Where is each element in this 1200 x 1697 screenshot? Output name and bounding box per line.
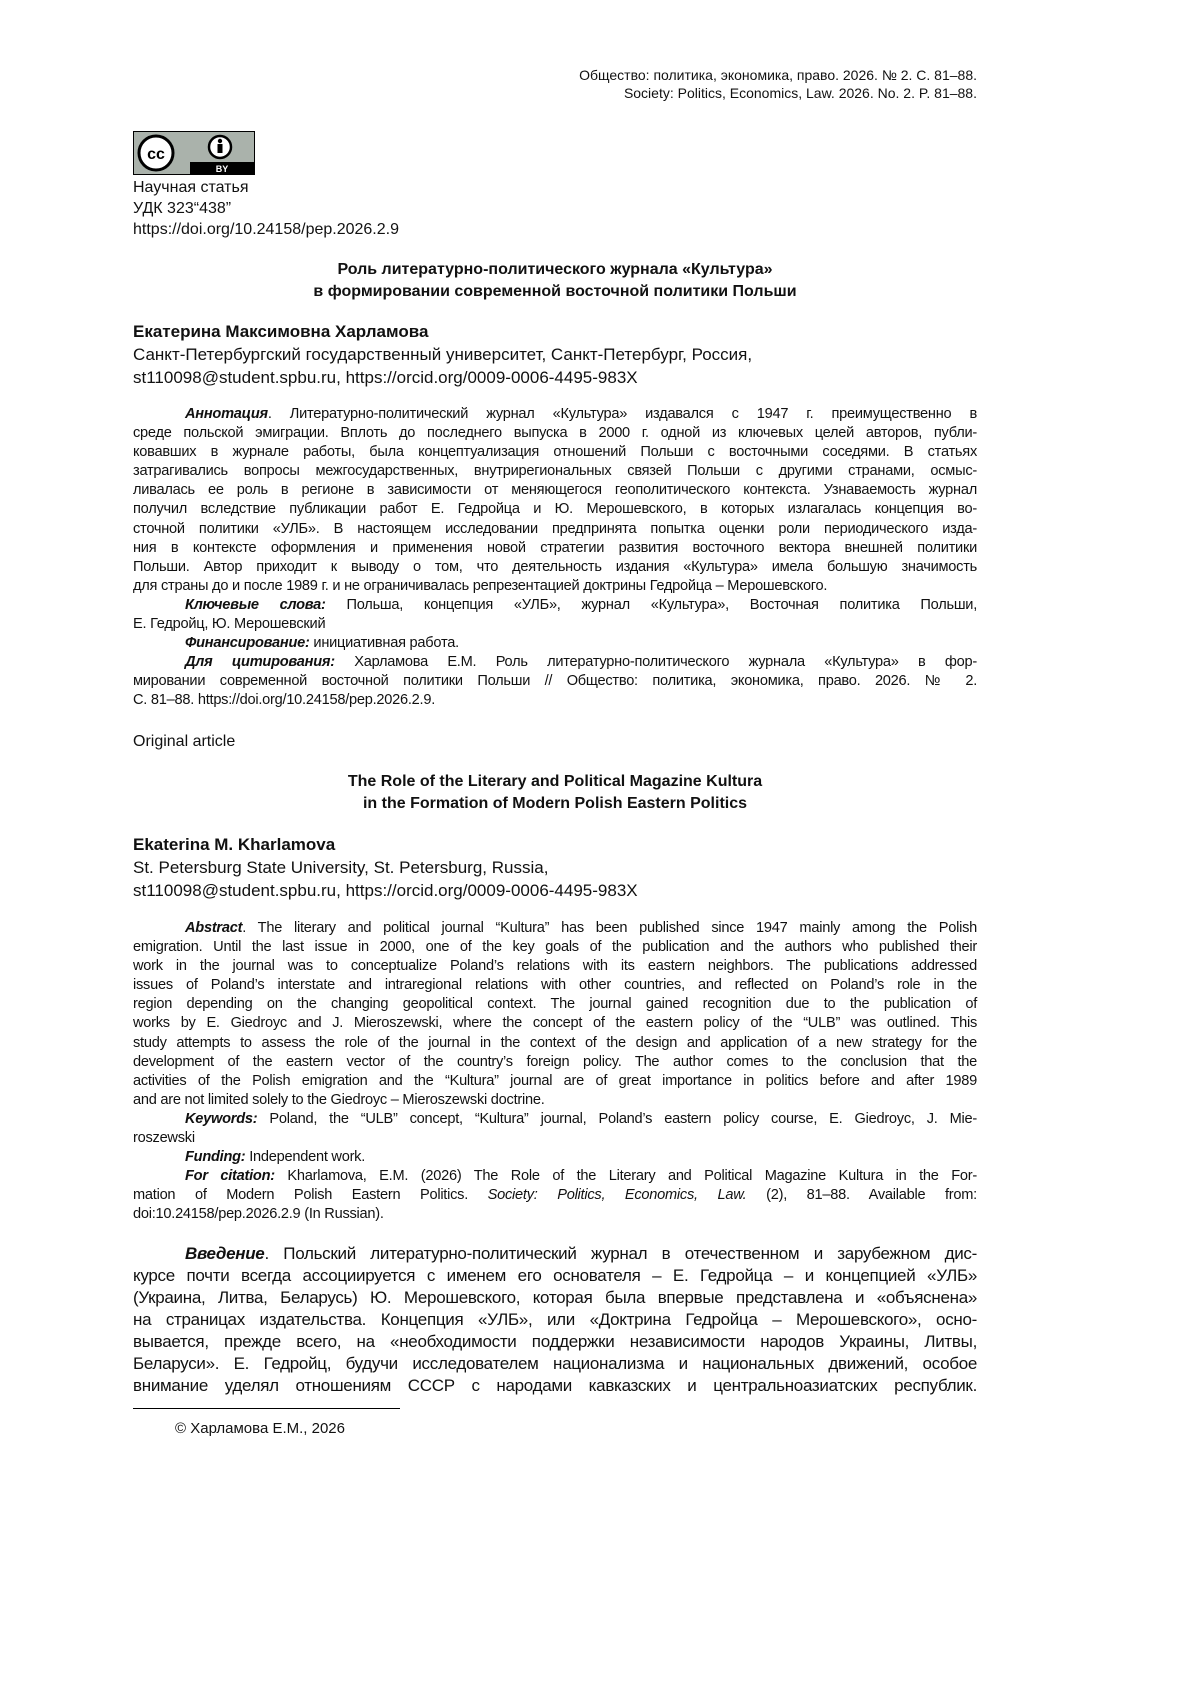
keywords-label: Keywords:	[185, 1110, 258, 1127]
abstract-line: development of the eastern vector of the country’s foreign policy. The author comes to the conclusion that the	[133, 1053, 977, 1070]
intro-line: вывается, прежде всего, на «необходимости поддержки независимости народов Украины, Литвы,	[133, 1332, 977, 1351]
abstract-line: work in the journal was to conceptualize Poland’s relations with its eastern neighbors. The publications addressed	[133, 958, 977, 975]
abstract-en	[133, 919, 977, 1225]
author-block-en	[133, 833, 977, 902]
title-ru-line: Роль литературно-политического журнала «Культура»	[337, 261, 773, 278]
author-affiliation: Санкт-Петербургский государственный университет, Санкт-Петербург, Россия,	[133, 345, 753, 364]
keywords-label: Ключевые слова:	[185, 596, 326, 613]
abstract-line: затрагивались вопросы межгосударственных, внутрирегиональных связей Польши с другими странами, осмыс-	[133, 463, 977, 480]
abstract-line: сточной политики «УЛБ». В настоящем исследовании предпринята попытка оценки роли периодического изда-	[133, 520, 977, 537]
citation: Харламова Е.М. Роль литературно-политического журнала «Культура» в фор-	[334, 654, 977, 671]
author-contacts: st110098@student.spbu.ru, https://orcid.org/0009-0006-4495-983X	[133, 881, 638, 900]
udk: УДК 323“438”	[133, 200, 232, 217]
funding: инициативная работа.	[309, 635, 459, 652]
abstract-line: для страны до и после 1989 г. и не ограничивалась репрезентацией доктрины Гедройца – Мерошевского.	[133, 577, 828, 594]
author-name: Екатерина Максимовна Харламова	[133, 322, 429, 341]
citation: Kharlamova, E.M. (2026) The Role of the Literary and Political Magazine Kultura in the For-	[274, 1168, 977, 1185]
abstract-line: Польши. Автор приходит к выводу о том, что деятельность издания «Культура» имела большую значимость	[133, 558, 977, 575]
abstract-line: ливалась ее роль в регионе в зависимости от меняющегося геополитического контекста. Узнаваемость журнал	[133, 482, 977, 499]
funding-label: Funding:	[185, 1149, 246, 1166]
title-ru	[133, 259, 977, 303]
citation-label: Для цитирования:	[185, 654, 335, 671]
journal-header	[579, 66, 977, 102]
svg-text:cc: cc	[147, 146, 165, 163]
intro-line: . Польский литературно-политический журнал в отечественном и зарубежном дис-	[264, 1244, 977, 1263]
author-block-ru	[133, 320, 977, 389]
footnote-divider	[133, 1408, 400, 1409]
intro-line: на страницах издательства. Концепция «УЛБ», или «Доктрина Гедройца – Мерошевского», осно-	[133, 1310, 977, 1329]
title-en-line: in the Formation of Modern Polish Eastern Politics	[362, 795, 748, 812]
citation: (2), 81–88. Available from:	[746, 1187, 977, 1204]
keywords: Е. Гедройц, Ю. Мерошевский	[133, 616, 326, 633]
citation-label: For citation:	[185, 1168, 275, 1185]
keywords: Poland, the “ULB” concept, “Kultura” journal, Poland’s eastern policy course, E. Giedroyc, J. Mie-	[257, 1110, 977, 1127]
citation-journal: Society: Politics, Economics, Law.	[487, 1187, 747, 1204]
author-name: Ekaterina M. Kharlamova	[133, 835, 336, 854]
citation: doi:10.24158/pep.2026.2.9 (In Russian).	[133, 1206, 384, 1223]
abstract-line: среде польской эмиграции. Вплоть до последнего выпуска в 2000 г. одной из ключевых целей авторов, публи-	[133, 425, 977, 442]
article-meta-ru	[133, 177, 977, 240]
journal-header-en: Society: Politics, Economics, Law. 2026. No. 2. P. 81–88.	[623, 85, 977, 101]
title-en-line: The Role of the Literary and Political Magazine Kultura	[347, 773, 763, 790]
abstract-line: emigration. Until the last issue in 2000, one of the key goals of the publication and the authors who published their	[133, 939, 977, 956]
abstract-line: and are not limited solely to the Giedroyc – Mieroszewski doctrine.	[133, 1091, 545, 1108]
abstract-line: ния в контексте оформления и применения новой стратегии развития восточного вектора внешней политики	[133, 539, 977, 556]
intro-label: Введение	[185, 1244, 265, 1263]
abstract-line: . Литературно-политический журнал «Культура» издавался с 1947 г. преимущественно в	[267, 406, 977, 422]
funding-label: Финансирование:	[185, 635, 310, 652]
abstract-label: Abstract	[185, 920, 243, 936]
abstract-ru	[133, 405, 977, 711]
abstract-line: region depending on the changing geopolitical context. The journal gained recognition due to the publication of	[133, 996, 977, 1013]
article-type: Научная статья	[133, 179, 249, 196]
abstract-label: Аннотация	[185, 406, 268, 422]
title-ru-line: в формировании современной восточной политики Польши	[313, 283, 797, 300]
abstract-line: issues of Poland’s interstate and intraregional relations with other countries, and reflected on Poland’s role in the	[133, 977, 977, 994]
intro-line: Беларуси». Е. Гедройц, будучи исследователем национализма и национальных движений, особое	[133, 1354, 977, 1373]
copyright-footnote: © Харламова Е.М., 2026	[175, 1420, 345, 1437]
abstract-line: study attempts to assess the role of the journal in the context of the design and application of a new strategy for the	[133, 1034, 977, 1051]
author-affiliation: St. Petersburg State University, St. Petersburg, Russia,	[133, 858, 549, 877]
keywords: Польша, концепция «УЛБ», журнал «Культура», Восточная политика Польши,	[325, 596, 977, 613]
cc-by-icon	[133, 131, 255, 175]
article-type-en: Original article	[133, 733, 236, 750]
funding: Independent work.	[245, 1149, 366, 1166]
journal-header-ru: Общество: политика, экономика, право. 2026. № 2. С. 81–88.	[579, 67, 977, 83]
abstract-line: works by E. Giedroyc and J. Mieroszewski, where the concept of the eastern policy of the “ULB” was outlined. This	[133, 1015, 977, 1032]
intro-line: внимание уделял отношениям СССР с народами кавказских и центральноазиатских республик.	[133, 1376, 977, 1395]
doi-link[interactable]: https://doi.org/10.24158/pep.2026.2.9	[133, 221, 399, 238]
abstract-line: ковавших в журнале работы, была концептуализация отношений Польши с восточными соседями. В статьях	[133, 444, 977, 461]
intro-line: (Украина, Литва, Беларусь) Ю. Мерошевского, которая была впервые представлена и «объяснена»	[133, 1288, 977, 1307]
introduction	[133, 1243, 977, 1397]
abstract-line: . The literary and political journal “Kultura” has been published since 1947 mainly among the Polish	[242, 920, 977, 936]
abstract-line: activities of the Polish emigration and the “Kultura” journal are of great importance in politics before and after 1989	[133, 1072, 977, 1089]
title-en	[133, 771, 977, 815]
author-contacts: st110098@student.spbu.ru, https://orcid.org/0009-0006-4495-983X	[133, 368, 638, 387]
citation: mation of Modern Polish Eastern Politics.	[133, 1187, 488, 1204]
citation: мировании современной восточной политики Польши // Общество: политика, экономика, право. 2026. № 2.	[133, 673, 977, 690]
intro-line: курсе почти всегда ассоциируется с именем его основателя – Е. Гедройца – и концепцией «УЛБ»	[133, 1266, 977, 1285]
abstract-line: получил вследствие публикации работ Е. Гедройца и Ю. Мерошевского, в которых излагалась концепция во-	[133, 501, 977, 518]
keywords: roszewski	[133, 1130, 195, 1147]
citation: С. 81–88. https://doi.org/10.24158/pep.2026.2.9.	[133, 692, 436, 709]
svg-text:BY: BY	[215, 164, 229, 174]
